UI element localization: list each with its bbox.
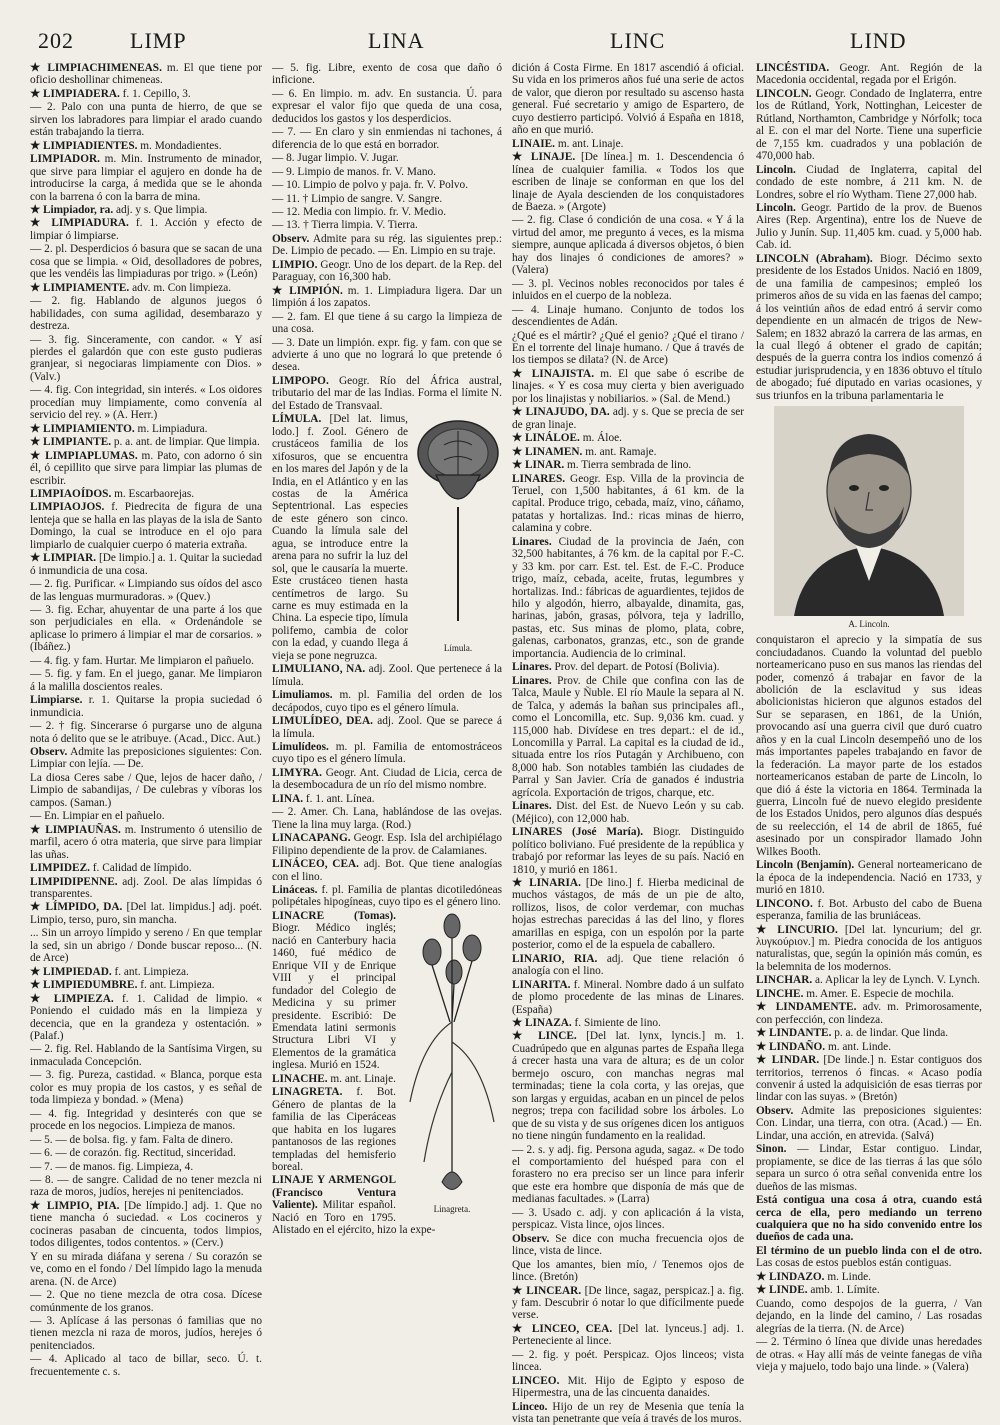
linagreta-illustration: [402, 912, 502, 1216]
dictionary-entry: LINARIO, RIA. adj. Que tiene relación ó analogía con el lino.: [512, 952, 744, 978]
dictionary-entry: — 2. fig. Hablando de algunos juegos ó habilidades, con suma agilidad, desembarazo y destreza.: [30, 295, 262, 333]
dictionary-entry: LIMPOPO. Geogr. Río del África austral, tributario del mar de las Indias. Forma el límite N. del Estado de Transvaal.: [272, 374, 502, 412]
dictionary-entry: — 11. † Limpio de sangre. V. Sangre.: [272, 192, 443, 205]
dictionary-entry: LIMYRA. Geogr. Ant. Ciudad de Licia, cerca de la desembocadura de un río del mismo nombre.: [272, 766, 502, 792]
dictionary-entry: — 4. fig. Con integridad, sin interés. « Los oidores procedían muy limpiamente, como convenía al servicio del rey. » (A. Herr.): [30, 384, 262, 422]
dictionary-entry: Limulídeos. m. pl. Familia de entomostráceos cuyo tipo es el género límula.: [272, 741, 502, 766]
dictionary-entry: ★ LIMPIAPLUMAS. m. Pato, con adorno ó sin él, ó cepillito que sirve para limpiar las plumas de escribir.: [30, 449, 262, 487]
dictionary-entry: — 2. s. y adj. fig. Persona aguda, sagaz. « De todo el comportamiento del huésped para con el forastero no era preciso ser un lince para inferir que este era hombre que disponía de más que de medianas facultades. » (Larra): [512, 1143, 744, 1206]
dictionary-entry: dición á Costa Firme. En 1817 ascendió á oficial. Su vida en los primeros años fué una serie de actos de valor, que dieron por resultado su ascenso hasta general. Fué secretario y amigo de Espartero, de cuyo destierro participó. Volvió á España en 1818, año en que murió.: [512, 62, 744, 137]
dictionary-entry: ... Sin un arroyo límpido y sereno / En que templar la sed, sin un abrigo / Donde buscar reposo... (N. de Arce): [30, 927, 262, 965]
dictionary-entry: LINCONO. f. Bot. Arbusto del cabo de Buena esperanza, familia de las bruniáceas.: [756, 897, 982, 923]
dictionary-entry: LINÁCEO, CEA. adj. Bot. Que tiene analogías con el lino.: [272, 858, 502, 883]
dictionary-entry: LINCEO. Mit. Hijo de Egipto y esposo de Hipermestra, una de las cincuenta danaides.: [512, 1374, 744, 1400]
horseshoe-crab-icon: [414, 415, 502, 640]
dictionary-entry: — 6. — de corazón. fig. Rectitud, sinceridad.: [30, 1147, 236, 1160]
dictionary-entry: — 4. Aplicado al taco de billar, seco. Ú. t. frecuentemente c. s.: [30, 1353, 262, 1378]
dictionary-entry: ★ LINDANTE. p. a. de lindar. Que linda.: [756, 1027, 949, 1040]
dictionary-entry: Que los amantes, bien mío, / Tenemos ojos de lince. (Bretón): [512, 1258, 744, 1284]
dictionary-entry: El término de un pueblo linda con el de otro. Las cosas de estos pueblos están contiguas.: [756, 1244, 982, 1270]
dictionary-entry: Observ. Se dice con mucha frecuencia ojos de lince, vista de lince.: [512, 1232, 744, 1258]
dictionary-entry: LIMPIDEZ. f. Calidad de límpido.: [30, 862, 192, 875]
dictionary-entry: ★ LINAMEN. m. ant. Ramaje.: [512, 445, 657, 458]
linagreta-caption: Linagreta.: [433, 1204, 471, 1215]
dictionary-entry: — 2. fig. Purificar. « Limpiando sus oídos del asco de las lenguas murmuradoras. » (Quev.): [30, 578, 262, 603]
dictionary-entry: Linares. Ciudad de la provincia de Jaén, con 32,500 habitantes, á 76 km. de la capital por F.-C. y 33 km. por carr. Est. tel. Est. de F.-C. Produce trigo, maíz, cebada, aceite, frutas, legumbres y hortalizas. Ind.: fábricas de aguardientes, tejidos de hilo y algodón, hierro, albayalde, dinamita, gas, harinas, jabón, grasas, pólvora, teja y ladrillo, pastas, etc. Sus minas de plomo, plata, cobre, galenas, carbonatos, granzas, etc., son de grande importancia. Audiencia de lo criminal.: [512, 535, 744, 660]
dictionary-entry: ★ LINDE. amb. 1. Límite.: [756, 1284, 880, 1297]
dictionary-entry: ★ LIMPIADURA. f. 1. Acción y efecto de limpiar ó limpiarse.: [30, 217, 262, 242]
dictionary-entry: LINARES (José María). Biogr. Distinguido político boliviano. Fué presidente de la república y trabajó por reformar las leyes de su país. Nació en 1810, y murió en 1861.: [512, 826, 745, 876]
dictionary-entry: — 6. En limpio. m. adv. En sustancia. Ú. para expresar el valor fijo que queda de una cosa, deducidos los gastos y los desperdicios.: [272, 87, 502, 125]
dictionary-entry: ★ LIMPIANTE. p. a. ant. de limpiar. Que limpia.: [30, 436, 260, 449]
dictionary-entry: — 2. fam. El que tiene á su cargo la limpieza de una cosa.: [272, 310, 502, 336]
dictionary-entry: — 4. fig. y fam. Hurtar. Me limpiaron el pañuelo.: [30, 654, 255, 667]
dictionary-entry: ★ LINAR. m. Tierra sembrada de lino.: [512, 459, 692, 472]
dictionary-entry: Y en su mirada diáfana y serena / Su corazón se ve, como en el fondo / Del límpido lago la menuda arena. (N. de Arce): [30, 1250, 262, 1288]
dictionary-entry: LINAJE Y ARMENGOL (Francisco Ventura Valiente). Militar español. Nació en Toro en 1795. Alistado en el ejército, hizo la expe-: [272, 1174, 436, 1237]
dictionary-entry: LINAIE. m. ant. Linaje.: [512, 137, 624, 150]
running-head-1: LIMP: [130, 28, 187, 53]
portrait-icon: [774, 406, 964, 616]
dictionary-entry: — 9. Limpio de manos. fr. V. Mano.: [272, 165, 437, 178]
dictionary-entry: — 5. fig. y fam. En el juego, ganar. Me limpiaron á la malilla doscientos reales.: [30, 668, 262, 693]
dictionary-entry: LINARITA. f. Mineral. Nombre dado á un sulfato de plomo procedente de las minas de Linares. (España): [512, 978, 744, 1016]
dictionary-entry: — 12. Media con limpio. fr. V. Medio.: [272, 205, 447, 218]
limula-caption: Límula.: [443, 642, 473, 653]
dictionary-entry: LINCOLN. Geogr. Condado de Inglaterra, entre los de Rútland, York, Nottinghan, Leicester de Rútland, Northamton, Cambridge y Nórfolk; toca al E. con el mar del Norte. Tiene una superficie de 7,155 km. cuadrados y una población de 470,000 hab.: [756, 87, 982, 163]
dictionary-entry: ★ LIMPIEDUMBRE. f. ant. Limpieza.: [30, 979, 215, 992]
dictionary-entry: Cuando, como despojos de la guerra, / Van dejando, en la linde del camino, / Las rosadas alegrías de la tierra. (N. de Arce): [756, 1297, 982, 1335]
dictionary-entry: LINACHE. m. ant. Linaje.: [272, 1072, 396, 1085]
dictionary-entry: — 2. pl. Desperdicios ó basura que se sacan de una cosa que se limpia. « Oid, desolladores de pobres, que les vendéis las limpiaduras por trigo. » (León): [30, 243, 262, 281]
limula-illustration: [414, 415, 502, 654]
dictionary-entry: ★ LINDAZO. m. Linde.: [756, 1270, 871, 1283]
dictionary-entry: — 3. fig. Echar, ahuyentar de una parte á los que son perjudiciales en ella. « Ordenándole se aplicase lo primero á limpiar el mar de corsarios. » (Ibáñez.): [30, 604, 262, 654]
dictionary-entry: Observ. Admite las preposiciones siguientes: Con. Lindar, una tierra, con otra. (Acad.) — En. Lindar, una acción, en atrevida. (Salvá): [756, 1104, 982, 1142]
dictionary-entry: Linares. Prov. de Chile que confina con las de Talca, Maule y Ñuble. El río Maule la separa al N. de Talca, y además la bañan sus principales afl., como el Loncomilla, etc. Sup. 9,036 km. cuad. y 115,000 hab. Divídese en tres depart.: el de id., Loncomilla y Parral. La capital es la ciudad de id., situada entre los ríos Putagán y Archibueno, con 8,000 hab. Son notables también las ciudades de Parral y San Javier. Cría de ganados é industria agrícola. Exportación de trigos, charque, etc.: [512, 674, 744, 799]
dictionary-entry: LIMPIDIPENNE. adj. Zool. De alas límpidas ó transparentes.: [30, 875, 262, 900]
dictionary-entry: — 10. Limpio de polvo y paja. fr. V. Polvo.: [272, 179, 469, 192]
dictionary-entry: — 3. pl. Vecinos nobles reconocidos por tales é inluidos en el cuerpo de la nobleza.: [512, 277, 744, 303]
dictionary-entry: Limuliamos. m. pl. Familia del orden de los decápodos, cuyo tipo es el género límula.: [272, 689, 502, 714]
dictionary-entry: ★ LIMPIAMIENTO. m. Limpiadura.: [30, 422, 208, 435]
dictionary-entry: Está contigua una cosa á otra, cuando está cerca de ella, pero mediando un terreno cualquiera que no ha sido convenido entre los dueños de cada una.: [756, 1194, 982, 1244]
dictionary-entry: LINACRE (Tomas). Biogr. Médico inglés; nació en Canterbury hacia 1460, fué médico de Enrique VII y de Enrique VIII y el principal fundador del Colegio de Medicina y su primer presidente. Escribió: De Emendata latini sermonis Structura Libri VI y Elementos de la gramática inglesa. Murió en 1524.: [272, 909, 396, 1072]
dictionary-entry: LIMPIAOJOS. f. Piedrecita de figura de una lenteja que se halla en las playas de la isla de Santo Domingo, la cual se introduce en el ojo para limpiarlo de cualquier cuerpo ó materia extraña.: [30, 501, 262, 551]
dictionary-entry: — 2. Término ó línea que divide unas heredades de otras. « Hay allí más de veinte fanegas de viña vieja y majuelo, todo bajo una linde. » (Valera): [756, 1336, 982, 1373]
dictionary-entry: — 7. — En claro y sin enmiendas ni tachones, á diferencia de lo que está en borrador.: [272, 126, 502, 151]
dictionary-entry: LINCHE. m. Amer. E. Especie de mochila.: [756, 987, 954, 1000]
dictionary-entry: — 3. Usado c. adj. y con aplicación á la vista, perspicaz. Vista lince, ojos linces.: [512, 1206, 744, 1232]
dictionary-entry: ★ LINCURIO. [Del lat. lyncurium; del gr. λυγκούριον.] m. Piedra conocida de los antiguos naturalistas, que, según la opinión más común, es la belemnita de los modernos.: [756, 923, 982, 973]
dictionary-entry: ★ LIMPIAUÑAS. m. Instrumento ó utensilio de marfil, acero ó otra materia, que sirve para limpiar las uñas.: [30, 823, 262, 861]
dictionary-entry: — 2. Amer. Ch. Lana, hablándose de las ovejas. Tiene la lina muy larga. (Rod.): [272, 806, 502, 831]
dictionary-entry: ★ LINAZA. f. Simiente de lino.: [512, 1016, 661, 1029]
dictionary-entry: — 5. fig. Libre, exento de cosa que daño ó inficione.: [272, 62, 502, 87]
dictionary-entry: ★ LINCEAR. [De lince, sagaz, perspicaz.] a. fig. y fam. Descubrir ó notar lo que difícilmente puede verse.: [512, 1284, 744, 1322]
page-header: [0, 28, 1000, 60]
dictionary-entry: — 4. Linaje humano. Conjunto de todos los descendientes de Adán.: [512, 303, 744, 329]
dictionary-entry: LINCHAR. a. Aplicar la ley de Lynch. V. Lynch.: [756, 974, 980, 987]
dictionary-entry: — 3. Date un limpión. expr. fig. y fam. con que se advierte á uno que no logrará lo que pretende ó desea.: [272, 336, 502, 374]
dictionary-entry: LINACAPANG. Geogr. Esp. Isla del archipiélago Filipino dependiente de la prov. de Calamianes.: [272, 832, 502, 857]
dictionary-entry: ★ LÍMPIDO, DA. [Del lat. limpidus.] adj. poét. Limpio, terso, puro, sin mancha.: [30, 901, 262, 926]
dictionary-entry: LIMPIADOR. m. Min. Instrumento de minador, que sirve para limpiar el agujero en donde ha de introducirse la carga, á medida que se le ahonda con la barrena ó con la barra de mina.: [30, 153, 262, 203]
dictionary-entry: ★ Limpiador, ra. adj. y s. Que limpia.: [30, 203, 208, 216]
dictionary-entry: ★ LINDAR. [De linde.] n. Estar contiguos dos territorios, terrenos ó fincas. « Acaso podía convenir á usted la adquisición de esas tierras por lindar con las suyas. » (Bretón): [756, 1054, 982, 1104]
dictionary-entry: — 2. fig. Rel. Hablando de la Santísima Virgen, su inmaculada Concepción.: [30, 1043, 262, 1068]
dictionary-entry: — 8. Jugar limpio. V. Jugar.: [272, 152, 399, 165]
column-1: [30, 62, 263, 1378]
dictionary-entry: LINCÉSTIDA. Geogr. Ant. Región de la Macedonia occidental, regada por el Erigón.: [756, 62, 982, 87]
page-number: 202: [38, 28, 74, 53]
lincoln-caption: A. Lincoln.: [848, 618, 890, 629]
dictionary-entry: — 2. Que no tiene mezcla de otra cosa. Dícese comúnmente de los granos.: [30, 1289, 262, 1314]
dictionary-entry: ★ LINCE. [Del lat. lynx, lyncis.] m. 1. Cuadrúpedo que en algunas partes de España llega á crecer hasta una vara de altura; es de un color bermejo oscuro, con manchas negras mal terminadas; tiene la cola corta, y las orejas, que son largas y erguidas, acaban en un pincel de pelos negros; trepa con facilidad sobre los árboles. Lo que de su vista y de sus orígenes dicen los antiguos no tiene ningún fundamento en la realidad.: [512, 1030, 744, 1143]
dictionary-entry: Lináceas. f. pl. Familia de plantas dicotiledóneas polipétales hipogíneas, cuyo tipo es el género lino.: [272, 884, 502, 909]
dictionary-entry: ★ LIMPIACHIMENEAS. m. El que tiene por oficio deshollinar chimeneas.: [30, 62, 262, 87]
dictionary-entry: Linares. Dist. del Est. de Nuevo León y su cab. (Méjico), con 12,000 hab.: [512, 800, 744, 825]
dictionary-entry: Observ. Admite las preposiciones siguientes: Con. Limpiar con lejía. — De.: [30, 746, 262, 771]
dictionary-entry: ★ LINCEO, CEA. [Del lat. lynceus.] adj. 1. Perteneciente al lince.: [512, 1322, 744, 1348]
dictionary-entry: — 2. Palo con una punta de hierro, de que se sirven los labradores para limpiar el arado cuando están trabajando la tierra.: [30, 101, 262, 139]
dictionary-entry: conquistaron el aprecio y la simpatía de sus conciudadanos. Cuando la voluntad del pueblo norteamericano puso en sus manos las riendas del poder, comenzó á trabajar en favor de la abolición de la esclavitud y sus ideas abolicionistas hicieron que algunos estados del Sur se separasen, en 1861, de la Unión, provocando así una guerra civil que duró cuatro años y en la cual Lincoln desempeñó uno de los más importantes papeles trabajando en favor de la federación. La mayor parte de los estados norteamericanos estaban de parte de Lincoln, lo que dió á éste la victoria en 1864. Terminada la guerra, Lincoln fué de nuevo elegido presidente de los Estados Unidos, pero algunos días después de su reelección, el 14 de abril de 1865, fué asesinado por un conspirador llamado John Wilkes Booth.: [756, 634, 982, 858]
dictionary-entry: La diosa Ceres sabe / Que, lejos de hacer daño, / Limpio de sabandijas, / De culebras y víboras los campos. (Saman.): [30, 771, 262, 809]
dictionary-entry: — 2. fig. Clase ó condición de una cosa. « Y á la virtud del amor, me pregunto á veces, es la misma siempre, aunque aplicada á diversos objetos, ó bien hay dos linajes ó condiciones de amores? » (Valera): [512, 214, 744, 277]
plant-icon: [402, 912, 502, 1202]
dictionary-entry: ★ LIMPIAR. [De limpio.] a. 1. Quitar la suciedad ó inmundicia de una cosa.: [30, 552, 263, 577]
dictionary-entry: ★ LIMPIEZA. f. 1. Calidad de limpio. « Poniendo el cuidado más en la limpieza y decencia, que en la grandeza y ostentación. » (Palaf.): [30, 992, 262, 1042]
dictionary-entry: ★ LIMPIADERA. f. 1. Cepillo, 3.: [30, 87, 191, 100]
running-head-3: LINC: [610, 28, 666, 53]
dictionary-entry: Lincoln. Geogr. Partido de la prov. de Buenos Aires (Rep. Argentina), entre los de Nueve de Julio y Junín. Sup. 11,405 km. cuad. y 5,000 hab. Cab. id.: [756, 201, 982, 252]
column-4: [756, 62, 982, 1373]
dictionary-entry: LIMULÍDEO, DEA. adj. Zool. Que se parece á la límula.: [272, 715, 502, 740]
dictionary-entry: ★ LINAJE. [De línea.] m. 1. Descendencia ó línea de cualquier familia. « Todos los que escriben de linaje se conforman en que los del linaje de Ayala descienden de los conquistadores de Baeza. » (Argote): [512, 151, 744, 213]
dictionary-entry: ★ LINÁLOE. m. Áloe.: [512, 432, 622, 445]
running-head-4: LIND: [850, 28, 907, 53]
dictionary-entry: LIMPIAOÍDOS. m. Escarbaorejas.: [30, 487, 195, 500]
dictionary-entry: LINARES. Geogr. Esp. Villa de la provincia de Teruel, con 1,500 habitantes, á 61 km. de la capital. Produce trigo, cebada, maíz, vino, cáñamo, patatas y hortalizas. Ind.: ricas minas de hierro, calamina y cobre.: [512, 472, 744, 535]
dictionary-entry: ★ LIMPIEDAD. f. ant. Limpieza.: [30, 965, 189, 978]
dictionary-entry: ★ LIMPIO, PIA. [De límpido.] adj. 1. Que no tiene mancha ó suciedad. « Los cocineros y cocineras pasaban de cincuenta, todos limpios, todos diligentes, todos contentos. » (Cerv.): [30, 1199, 262, 1250]
dictionary-entry: — 8. — de sangre. Calidad de no tener mezcla ni raza de moros, judíos, herejes ni penitenciados.: [30, 1173, 262, 1199]
dictionary-entry: ★ LIMPIAMENTE. adv. m. Con limpieza.: [30, 281, 232, 294]
dictionary-entry: — 3. fig. Sinceramente, con candor. « Y así pierdes el galardón que con este gusto pudieras granjear, si negociaras limpiamente con Dios. » (Valv.): [30, 333, 262, 383]
column-3: [512, 62, 745, 1425]
dictionary-entry: — En. Limpiar en el pañuelo.: [30, 810, 165, 823]
dictionary-entry: — 2. fig. y poét. Perspicaz. Ojos linceos; vista lincea.: [512, 1348, 744, 1374]
dictionary-entry: ★ LINAJISTA. m. El que sabe ó escribe de linajes. « Y es cosa muy cierta y bien averiguado por los linajistas y nobiliarios. » (Sal. de Mend.): [512, 367, 744, 405]
dictionary-entry: ★ LINDAMENTE. adv. m. Primorosamente, con perfección, con lindeza.: [756, 1001, 982, 1026]
dictionary-entry: LINCOLN (Abraham). Biogr. Décimo sexto presidente de los Estados Unidos. Nació en 1809, de una familia de campesinos; empleó los primeros años de su vida en las faenas del campo; á los veintiún años de edad entró á servir como dependiente en un almacén de trigos de New-Salem; en 1832 abrazó la carrera de las armas, en la cual llegó á obtener el grado de capitán; después de la guerra contra los indios comenzó á estudiar jurisprudencia, y en 1836 obtuvo el título de abogado; fué diputado en varias ocasiones, y sus triunfos en la tribuna parlamentaria le: [756, 252, 982, 402]
dictionary-entry: — 4. fig. Integridad y desinterés con que se procede en los negocios. Limpieza de manos.: [30, 1107, 262, 1133]
dictionary-entry: Linceo. Hijo de un rey de Mesenia que tenía la vista tan penetrante que veía á través de los muros.: [512, 1400, 744, 1425]
dictionary-entry: — 3. fig. Pureza, castidad. « Blanca, porque esta color es muy propia de los castos, y es señal de toda limpieza y bondad. » (Mena): [30, 1069, 262, 1107]
dictionary-entry: Lincoln (Benjamín). General norteamericano de la época de la independencia. Nació en 1733, y murió en 1810.: [756, 859, 982, 897]
dictionary-entry: Limpiarse. r. 1. Quitarse la propia suciedad ó inmundicia.: [30, 694, 262, 719]
lincoln-portrait: [756, 406, 982, 630]
running-head-2: LINA: [368, 28, 425, 53]
dictionary-entry: ★ LINARIA. [De lino.] f. Hierba medicinal de muchos vástagos, de más de un pie de alto, rollizos, lisos, de color verdemar, con muchas hojas estrechas parecidas á las del lino, y flores amarillas en espiga, con un espolón por la parte posterior, como el de la espuela de caballero.: [512, 877, 744, 952]
dictionary-entry: Linares. Prov. del depart. de Potosí (Bolivia).: [512, 661, 720, 674]
dictionary-entry: ¿Qué es el mártir? ¿Qué el genio? ¿Qué el tirano / En el torrente del linaje humano. / Que á través de los tiempos se dilata? (N. de Arce): [512, 329, 744, 367]
dictionary-entry: ★ LIMPIADIENTES. m. Mondadientes.: [30, 139, 222, 152]
dictionary-entry: ★ LINDAÑO. m. ant. Linde.: [756, 1040, 892, 1053]
dictionary-entry: Observ. Admite para su rég. las siguientes prep.: De. Limpio de pecado. — En. Limpio en su traje.: [272, 232, 502, 258]
dictionary-entry: LINA. f. 1. ant. Línea.: [272, 792, 375, 805]
dictionary-entry: Sinon. — Lindar, Estar contiguo. Lindar, propiamente, se dice de las tierras á las que sólo separa un surco ó otra señal convenida entre los dueños de las mismas.: [756, 1143, 982, 1193]
dictionary-entry: — 7. — de manos. fig. Limpieza, 4.: [30, 1160, 194, 1173]
dictionary-entry: — 2. † fig. Sincerarse ó purgarse uno de alguna nota ó delito que se le atribuye. (Acad., Dicc. Aut.): [30, 720, 262, 745]
dictionary-entry: ★ LIMPIÓN. m. 1. Limpiadura ligera. Dar un limpión á los zapatos.: [272, 284, 502, 310]
dictionary-entry: LÍMULA. [Del lat. limus, lodo.] f. Zool. Género de crustáceos familia de los xifosuros, que se encuentra en los mares del Japón y de la India, en el Atlántico y en las costas de la América Septentrional. Las especies de este género son cinco. Cuando la límula sale del agua, se introduce entre la arena para no sufrir la luz del sol, que le causaría la muerte. Este crustáceo tienen hasta centímetros de largo. Su carne es muy estimada en la China. La especie tipo, límula polifemo, cambia de color con la edad, y cuando llega á vieja se pone negruzca.: [272, 413, 408, 662]
dictionary-entry: Lincoln. Ciudad de Inglaterra, capital del condado de este nombre, á 211 km. N. de Londres, sobre el río Wytham. Tiene 27,000 hab.: [756, 163, 982, 201]
dictionary-entry: LIMPIO. Geogr. Uno de los depart. de la Rep. del Paraguay, con 16,300 hab.: [272, 258, 502, 284]
dictionary-entry: — 13. † Tierra limpia. V. Tierra.: [272, 219, 418, 232]
dictionary-entry: — 5. — de bolsa. fig. y fam. Falta de dinero.: [30, 1133, 233, 1146]
column-2: [272, 62, 502, 1332]
dictionary-entry: — 3. Aplícase á las personas ó familias que no tienen mezcla ni raza de moros, judíos, herejes ó penitenciados.: [30, 1314, 262, 1352]
dictionary-entry: LIMULIANO, NA. adj. Zool. Que pertenece á la límula.: [272, 663, 502, 688]
dictionary-entry: LINAGRETA. f. Bot. Género de plantas de la familia de las Ciperáceas que habita en los lugares pantanosos de las regiones templadas del hemisferio boreal.: [272, 1086, 396, 1173]
dictionary-entry: ★ LINAJUDO, DA. adj. y s. Que se precia de ser de gran linaje.: [512, 406, 744, 431]
